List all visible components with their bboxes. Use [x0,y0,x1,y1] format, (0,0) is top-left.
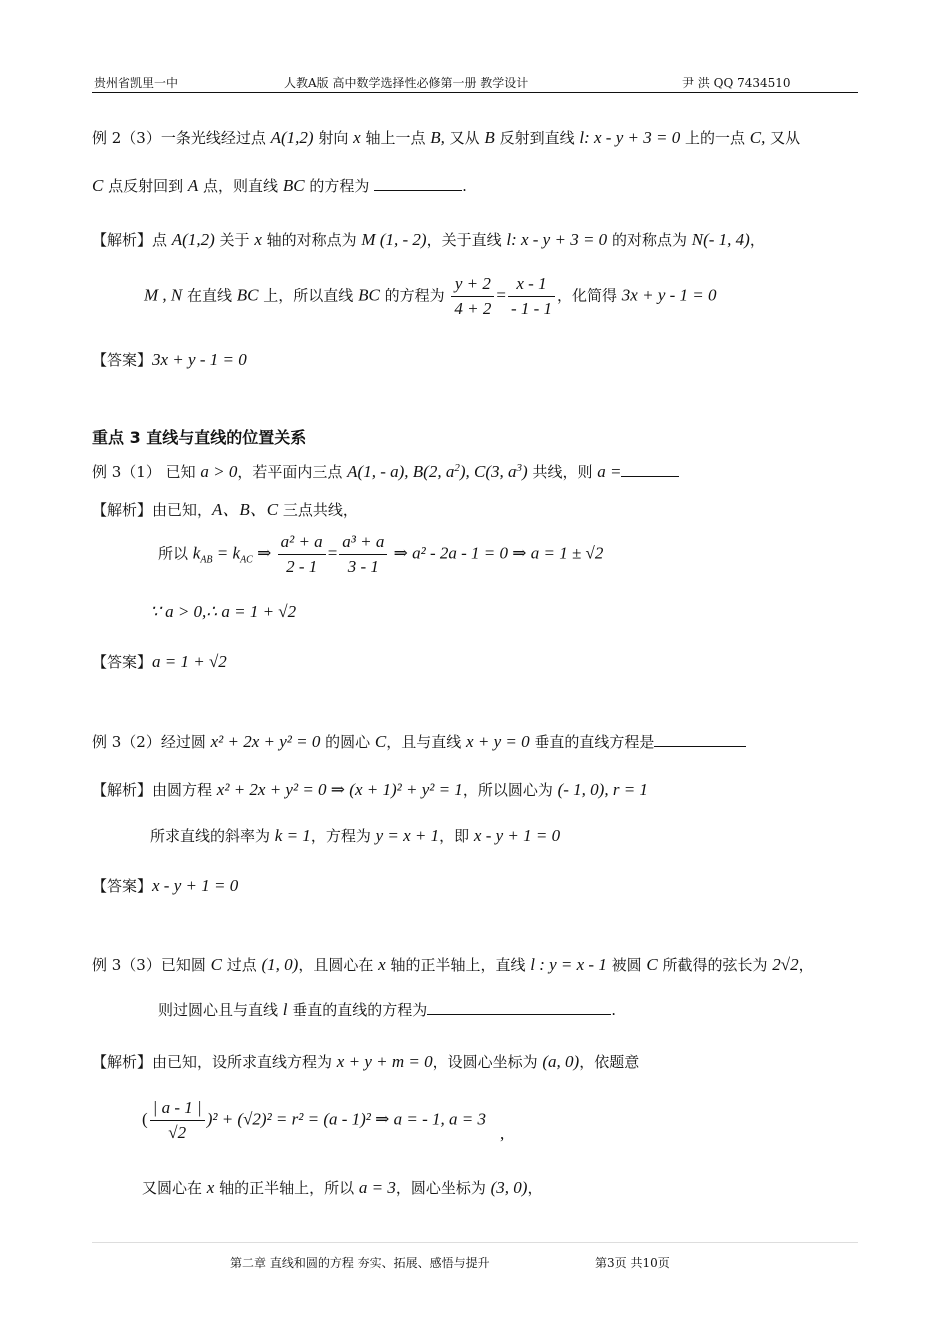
text: ，依题意 [579,1053,640,1071]
ex31-analysis-line3 [150,602,296,622]
ex23-answer [92,350,247,370]
text: 关于 [214,231,255,249]
math: 2√2 [772,955,799,974]
numerator: | a - 1 | [150,1098,205,1121]
math: 3x + y - 1 = 0 [152,350,247,369]
text: 点 [152,231,172,249]
math: , [500,1123,505,1143]
math: l : y = x - 1 [530,955,607,974]
text: 由已知，设所求直线方程为 [152,1053,337,1071]
math: x - y + 1 = 0 [473,826,561,845]
ex31-analysis-line1 [92,500,358,520]
text: 又从 [444,129,485,147]
text: ，即 [439,827,474,845]
section-heading: 重点 3 直线与直线的位置关系 [92,428,307,447]
math: (a, 0) [542,1052,580,1071]
text: ，所以圆心为 [462,781,558,799]
text: ，且与直线 [386,733,467,751]
text: 在直线 [182,286,237,305]
analysis-label: 【解析】 [92,1053,153,1071]
math: y = x + 1 [375,826,440,845]
denominator: - 1 - 1 [510,299,553,318]
math-sup: 3 [516,462,523,474]
ex33-analysis-line1 [92,1052,639,1072]
text: ，且圆心在 [298,956,379,974]
text: ，关于直线 [426,231,507,249]
text: 三点共线， [278,501,358,519]
math: = [327,543,338,563]
text: 例 3（2）经过圆 [92,733,211,751]
text: . [611,1001,617,1019]
fraction [508,274,555,319]
text: 的圆心 [320,733,375,751]
text: 点反射回到 [103,177,188,195]
text: 轴的正半轴上，所以 [214,1179,359,1197]
denominator: 4 + 2 [454,299,492,318]
text: ，设圆心坐标为 [432,1053,543,1071]
math: x² + 2x + y² = 0 ⇒ (x + 1)² + y² = 1 [216,780,463,799]
text: 轴上一点 [360,129,431,147]
math: (3, 0) [490,1178,528,1197]
text: 由已知， [152,501,213,519]
ex31-question [92,458,679,482]
math: BC [358,285,380,305]
fraction [278,532,326,577]
ex33-analysis-line2 [142,1098,504,1143]
math: x + y = 0 [466,732,530,751]
analysis-label: 【解析】 [92,501,153,519]
denominator: √2 [168,1123,187,1142]
page-footer [92,1242,858,1271]
ex23-question-line1 [92,128,800,148]
text: 所以 [158,544,193,563]
header-school: 贵州省凯里一中 [94,76,179,90]
text: 则过圆心且与直线 [158,1001,283,1019]
math: (1, 0) [261,955,299,974]
math: ( [142,1109,148,1129]
math: A [187,176,199,195]
text: ， [798,956,814,974]
math: A(1,2) [270,128,314,147]
fraction [339,532,387,577]
math: C [210,955,222,974]
text: 例 3（1） 已知 [92,463,201,481]
text: ，化简得 [557,286,622,305]
text: 上的一点 [680,129,750,147]
ex33-question-line2 [158,1000,616,1020]
math: a = 3 [358,1178,396,1197]
math: C, [749,128,766,147]
math: C [646,955,658,974]
math: k = 1 [274,826,311,845]
text: 又圆心在 [142,1179,207,1197]
text: 所截得的弦长为 [657,956,773,974]
text: 的方程为 [304,177,375,195]
analysis-label: 【解析】 [92,231,153,249]
ex23-analysis-line2 [144,274,717,319]
math: ⇒ [252,543,276,563]
footer-page-number: 第3页 共10页 [595,1256,670,1270]
header-title: 人教A版 高中数学选择性必修第一册 教学设计 [284,76,529,90]
text: ，圆心坐标为 [395,1179,491,1197]
math: B [484,128,495,147]
math: (- 1, 0), r = 1 [557,780,648,799]
ex31-analysis-line2 [158,532,603,577]
math: BC [236,285,259,305]
math: x [206,1178,215,1197]
text: ，若平面内三点 [237,463,348,481]
math: A(1,2) [171,230,215,249]
math: x² + 2x + y² = 0 [210,732,321,751]
text: 轴的对称点为 [261,231,362,249]
text: 反射到直线 [494,129,580,147]
math: k [192,543,201,563]
numerator: x - 1 [508,274,555,297]
text: 上，所以直线 [258,286,359,305]
math: x [353,128,361,147]
text: 垂直的直线方程是 [529,733,655,751]
numerator: y + 2 [451,274,494,297]
math: x [378,955,386,974]
math: ∵ a > 0,∴ a = 1 + √2 [150,602,297,621]
text: ，方程为 [310,827,376,845]
math: M (1, - 2) [361,230,427,249]
text: 共线，则 [527,463,598,481]
text: 过点 [221,956,262,974]
answer-label: 【答案】 [92,653,153,671]
ex32-answer [92,876,238,896]
ex33-question-line1 [92,955,814,975]
math: BC [282,176,305,195]
math: ), C(3, a [459,462,517,481]
denominator: 2 - 1 [286,557,318,576]
text: 所求直线的斜率为 [150,827,275,845]
numerator: a³ + a [339,532,387,555]
text: 垂直的直线的方程为 [287,1001,428,1019]
footer-chapter: 第二章 直线和圆的方程 夯实、拓展、感悟与提升 [230,1256,490,1270]
math: C [374,732,387,751]
math: = k [212,543,241,563]
text: 被圆 [606,956,647,974]
text: ， [527,1179,543,1197]
math: l [282,1000,288,1019]
math-sub: AB [200,554,213,566]
math: ) [522,462,528,481]
math: A(1, - a), B(2, a [347,462,455,481]
math: x + y + m = 0 [336,1052,433,1071]
math: M , N [144,285,183,305]
answer-blank [621,462,679,477]
math: A、B、C [212,500,279,519]
math: a = 1 + √2 [152,652,227,671]
math: x - y + 1 = 0 [152,876,239,895]
answer-blank [374,176,462,191]
math: a = [597,462,622,481]
analysis-label: 【解析】 [92,781,153,799]
math: 3x + y - 1 = 0 [621,285,717,305]
fraction [150,1098,205,1143]
page-header [92,72,858,93]
math: C [92,176,104,195]
math: l: x - y + 3 = 0 [506,230,608,249]
math: l: x - y + 3 = 0 [579,128,681,147]
text: 例 3（3）已知圆 [92,956,211,974]
text: 轴的正半轴上，直线 [385,956,531,974]
text: . [462,177,467,195]
math: x [254,230,262,249]
math-sup: 2 [454,462,460,474]
ex23-question-line2 [92,176,467,196]
math: B, [430,128,445,147]
math-sub: AC [240,554,253,566]
text: 由圆方程 [152,781,217,799]
math: = [496,285,506,305]
math: N(- 1, 4) [691,230,750,249]
text: 的方程为 [379,286,450,305]
text: 又从 [765,129,801,147]
ex23-analysis-line1 [92,230,765,250]
ex33-analysis-line3 [142,1178,542,1198]
answer-blank [654,732,746,747]
numerator: a² + a [278,532,326,555]
ex32-analysis-line2 [150,826,560,846]
fraction [451,274,494,319]
denominator: 3 - 1 [347,557,379,576]
math: a > 0 [200,462,238,481]
ex32-question [92,732,746,752]
math: ⇒ a² - 2a - 1 = 0 ⇒ a = 1 ± √2 [389,543,604,563]
math: )² + (√2)² = r² = (a - 1)² ⇒ a = - 1, a = 3 [206,1109,487,1129]
ex32-analysis-line1 [92,780,648,800]
text: ， [749,231,765,249]
text: 例 2（3）一条光线经过点 [92,129,271,147]
text: 射向 [313,129,354,147]
text: 的对称点为 [607,231,692,249]
answer-blank [427,1000,611,1015]
ex31-answer [92,652,227,672]
answer-label: 【答案】 [92,351,153,369]
header-author: 尹 洪 QQ 7434510 [682,76,791,90]
text: 点，则直线 [198,177,283,195]
answer-label: 【答案】 [92,877,153,895]
